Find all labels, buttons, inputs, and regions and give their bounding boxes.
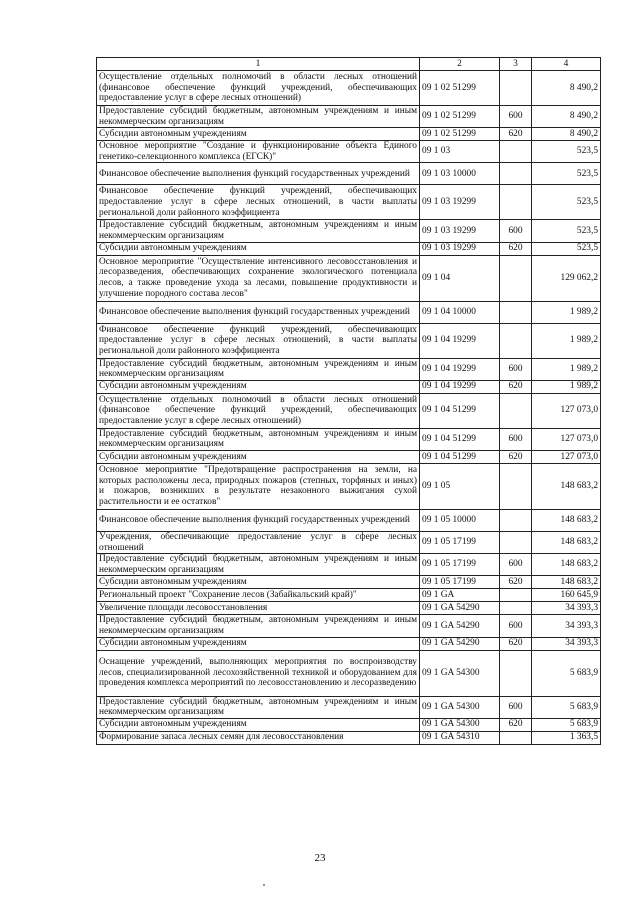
table-row — [97, 106, 601, 128]
row-sum-cell: 127 073,0 — [532, 428, 601, 450]
row-code-cell: 09 1 05 17199 — [420, 576, 500, 589]
table-row — [97, 71, 601, 106]
row-name-cell: Субсидии автономным учреждениям — [97, 450, 420, 463]
table-row — [97, 358, 601, 380]
table-row — [97, 301, 601, 323]
table-row — [97, 509, 601, 531]
table-row — [97, 576, 601, 589]
row-name-cell: Основное мероприятие "Создание и функционирование объекта Единого генетико-селекционного комплекса (ЕГСК)" — [97, 141, 420, 163]
row-name-cell: Формирование запаса лесных семян для лесовосстановления — [97, 731, 420, 744]
row-code-cell: 09 1 05 17199 — [420, 554, 500, 576]
row-sum-cell: 148 683,2 — [532, 576, 601, 589]
row-name-cell: Учреждения, обеспечивающие предоставление услуг в сфере лесных отношений — [97, 531, 420, 553]
row-sum-cell: 148 683,2 — [532, 554, 601, 576]
row-code-cell: 09 1 04 51299 — [420, 450, 500, 463]
row-name-cell: Субсидии автономным учреждениям — [97, 718, 420, 731]
table-row — [97, 589, 601, 602]
row-name-cell: Основное мероприятие "Предотвращение распространения на земли, на которых расположены леса, природных пожаров (степных, торфяных и иных) и пожаров, возникших в результате незаконного выжигания сухой растительности и ее остатков" — [97, 463, 420, 509]
table-row — [97, 428, 601, 450]
table-row — [97, 637, 601, 650]
table-row — [97, 242, 601, 255]
row-code-cell: 09 1 GA 54290 — [420, 637, 500, 650]
page-number: 23 — [314, 852, 326, 864]
row-name-cell: Субсидии автономным учреждениям — [97, 128, 420, 141]
row-code-cell: 09 1 05 — [420, 463, 500, 509]
row-sum-cell: 8 490,2 — [532, 106, 601, 128]
row-code-cell: 09 1 03 19299 — [420, 185, 500, 220]
row-type-cell: 600 — [500, 428, 532, 450]
row-name-cell: Финансовое обеспечение функций учреждений, обеспечивающих предоставление услуг в сфере лесных отношений, в части выплаты региональной доли районного коэффициента — [97, 323, 420, 358]
header-cell-code: 2 — [420, 58, 500, 71]
row-type-cell: 600 — [500, 106, 532, 128]
table-row — [97, 323, 601, 358]
row-name-cell: Субсидии автономным учреждениям — [97, 637, 420, 650]
table-row — [97, 185, 601, 220]
row-code-cell: 09 1 03 — [420, 141, 500, 163]
table-row — [97, 163, 601, 185]
row-sum-cell: 5 683,9 — [532, 696, 601, 718]
table-row — [97, 255, 601, 301]
row-type-cell: 600 — [500, 358, 532, 380]
row-type-cell: 620 — [500, 450, 532, 463]
row-type-cell — [500, 589, 532, 602]
row-code-cell: 09 1 GA 54290 — [420, 602, 500, 615]
row-sum-cell: 523,5 — [532, 141, 601, 163]
row-type-cell: 600 — [500, 220, 532, 242]
row-code-cell: 09 1 03 19299 — [420, 242, 500, 255]
row-name-cell: Субсидии автономным учреждениям — [97, 380, 420, 393]
table-row — [97, 393, 601, 428]
row-sum-cell: 8 490,2 — [532, 71, 601, 106]
row-sum-cell: 523,5 — [532, 163, 601, 185]
row-type-cell — [500, 509, 532, 531]
row-type-cell — [500, 393, 532, 428]
row-code-cell: 09 1 GA — [420, 589, 500, 602]
row-type-cell — [500, 463, 532, 509]
row-type-cell — [500, 323, 532, 358]
row-name-cell: Финансовое обеспечение функций учреждений, обеспечивающих предоставление услуг в сфере лесных отношений, в части выплаты региональной доли районного коэффициента — [97, 185, 420, 220]
row-sum-cell: 148 683,2 — [532, 531, 601, 553]
row-type-cell — [500, 185, 532, 220]
row-code-cell: 09 1 GA 54300 — [420, 718, 500, 731]
row-type-cell — [500, 531, 532, 553]
row-type-cell — [500, 71, 532, 106]
row-code-cell: 09 1 05 10000 — [420, 509, 500, 531]
row-code-cell: 09 1 03 19299 — [420, 220, 500, 242]
table-row — [97, 731, 601, 744]
row-sum-cell: 34 393,3 — [532, 615, 601, 637]
row-name-cell: Предоставление субсидий бюджетным, автономным учреждениям и иным некоммерческим организациям — [97, 220, 420, 242]
row-sum-cell: 148 683,2 — [532, 509, 601, 531]
row-type-cell — [500, 650, 532, 696]
row-type-cell — [500, 255, 532, 301]
table-row — [97, 220, 601, 242]
row-name-cell: Финансовое обеспечение выполнения функций государственных учреждений — [97, 301, 420, 323]
scan-speck — [263, 884, 265, 886]
table-row — [97, 602, 601, 615]
row-code-cell: 09 1 02 51299 — [420, 71, 500, 106]
row-name-cell: Финансовое обеспечение выполнения функций государственных учреждений — [97, 509, 420, 531]
row-name-cell: Осуществление отдельных полномочий в области лесных отношений (финансовое обеспечение функций учреждений, обеспечивающих предоставление услуг в сфере лесных отношений) — [97, 393, 420, 428]
table-header-row — [97, 58, 601, 71]
row-code-cell: 09 1 04 51299 — [420, 393, 500, 428]
row-sum-cell: 5 683,9 — [532, 650, 601, 696]
row-code-cell: 09 1 GA 54300 — [420, 696, 500, 718]
table-row — [97, 450, 601, 463]
row-sum-cell: 8 490,2 — [532, 128, 601, 141]
row-type-cell: 600 — [500, 554, 532, 576]
row-sum-cell: 1 989,2 — [532, 301, 601, 323]
row-name-cell: Предоставление субсидий бюджетным, автономным учреждениям и иным некоммерческим организациям — [97, 554, 420, 576]
row-sum-cell: 1 989,2 — [532, 358, 601, 380]
table-row — [97, 463, 601, 509]
row-name-cell: Основное мероприятие "Осуществление интенсивного лесовосстановления и лесоразведения, обеспечивающих сохранение экологического потенциала лесов, а также проведение ухода за лесами, повышение продуктивности и улучшение породного состава лесов" — [97, 255, 420, 301]
row-code-cell: 09 1 GA 54310 — [420, 731, 500, 744]
row-code-cell: 09 1 02 51299 — [420, 106, 500, 128]
row-sum-cell: 1 989,2 — [532, 323, 601, 358]
row-name-cell: Осуществление отдельных полномочий в области лесных отношений (финансовое обеспечение функций учреждений, обеспечивающих предоставление услуг в сфере лесных отношений) — [97, 71, 420, 106]
row-type-cell — [500, 602, 532, 615]
row-type-cell: 620 — [500, 128, 532, 141]
row-code-cell: 09 1 GA 54300 — [420, 650, 500, 696]
row-code-cell: 09 1 04 51299 — [420, 428, 500, 450]
row-code-cell: 09 1 04 19299 — [420, 358, 500, 380]
table-row — [97, 128, 601, 141]
row-code-cell: 09 1 04 10000 — [420, 301, 500, 323]
row-sum-cell: 148 683,2 — [532, 463, 601, 509]
row-sum-cell: 160 645,9 — [532, 589, 601, 602]
header-cell-type: 3 — [500, 58, 532, 71]
row-sum-cell: 5 683,9 — [532, 718, 601, 731]
row-name-cell: Предоставление субсидий бюджетным, автономным учреждениям и иным некоммерческим организациям — [97, 615, 420, 637]
row-name-cell: Предоставление субсидий бюджетным, автономным учреждениям и иным некоммерческим организациям — [97, 106, 420, 128]
row-sum-cell: 523,5 — [532, 185, 601, 220]
table-row — [97, 718, 601, 731]
table-row — [97, 380, 601, 393]
row-type-cell: 620 — [500, 242, 532, 255]
row-code-cell: 09 1 04 19299 — [420, 323, 500, 358]
row-sum-cell: 127 073,0 — [532, 393, 601, 428]
table-row — [97, 554, 601, 576]
row-type-cell: 620 — [500, 718, 532, 731]
row-name-cell: Финансовое обеспечение выполнения функций государственных учреждений — [97, 163, 420, 185]
row-code-cell: 09 1 05 17199 — [420, 531, 500, 553]
row-type-cell: 600 — [500, 696, 532, 718]
row-code-cell: 09 1 GA 54290 — [420, 615, 500, 637]
row-name-cell: Предоставление субсидий бюджетным, автономным учреждениям и иным некоммерческим организациям — [97, 358, 420, 380]
budget-table — [96, 57, 601, 745]
header-cell-name: 1 — [97, 58, 420, 71]
row-type-cell — [500, 731, 532, 744]
header-cell-sum: 4 — [532, 58, 601, 71]
row-sum-cell: 34 393,3 — [532, 637, 601, 650]
row-type-cell: 620 — [500, 637, 532, 650]
row-sum-cell: 34 393,3 — [532, 602, 601, 615]
row-name-cell: Региональный проект "Сохранение лесов (Забайкальский край)" — [97, 589, 420, 602]
row-code-cell: 09 1 04 19299 — [420, 380, 500, 393]
row-name-cell: Увеличение площади лесовосстановления — [97, 602, 420, 615]
table-row — [97, 650, 601, 696]
row-type-cell — [500, 141, 532, 163]
row-sum-cell: 1 363,5 — [532, 731, 601, 744]
row-type-cell — [500, 301, 532, 323]
row-sum-cell: 523,5 — [532, 242, 601, 255]
row-code-cell: 09 1 02 51299 — [420, 128, 500, 141]
row-name-cell: Субсидии автономным учреждениям — [97, 242, 420, 255]
row-type-cell: 620 — [500, 576, 532, 589]
row-sum-cell: 1 989,2 — [532, 380, 601, 393]
row-name-cell: Предоставление субсидий бюджетным, автономным учреждениям и иным некоммерческим организациям — [97, 696, 420, 718]
row-type-cell: 600 — [500, 615, 532, 637]
row-sum-cell: 129 062,2 — [532, 255, 601, 301]
row-type-cell: 620 — [500, 380, 532, 393]
row-name-cell: Предоставление субсидий бюджетным, автономным учреждениям и иным некоммерческим организациям — [97, 428, 420, 450]
row-name-cell: Субсидии автономным учреждениям — [97, 576, 420, 589]
row-sum-cell: 127 073,0 — [532, 450, 601, 463]
row-sum-cell: 523,5 — [532, 220, 601, 242]
table-row — [97, 531, 601, 553]
row-name-cell: Оснащение учреждений, выполняющих мероприятия по воспроизводству лесов, специализированной лесохозяйственной техникой и оборудованием для проведения комплекса мероприятий по лесовосстановлению и лесоразведению — [97, 650, 420, 696]
row-type-cell — [500, 163, 532, 185]
table-row — [97, 696, 601, 718]
table-row — [97, 141, 601, 163]
row-code-cell: 09 1 04 — [420, 255, 500, 301]
table-row — [97, 615, 601, 637]
row-code-cell: 09 1 03 10000 — [420, 163, 500, 185]
